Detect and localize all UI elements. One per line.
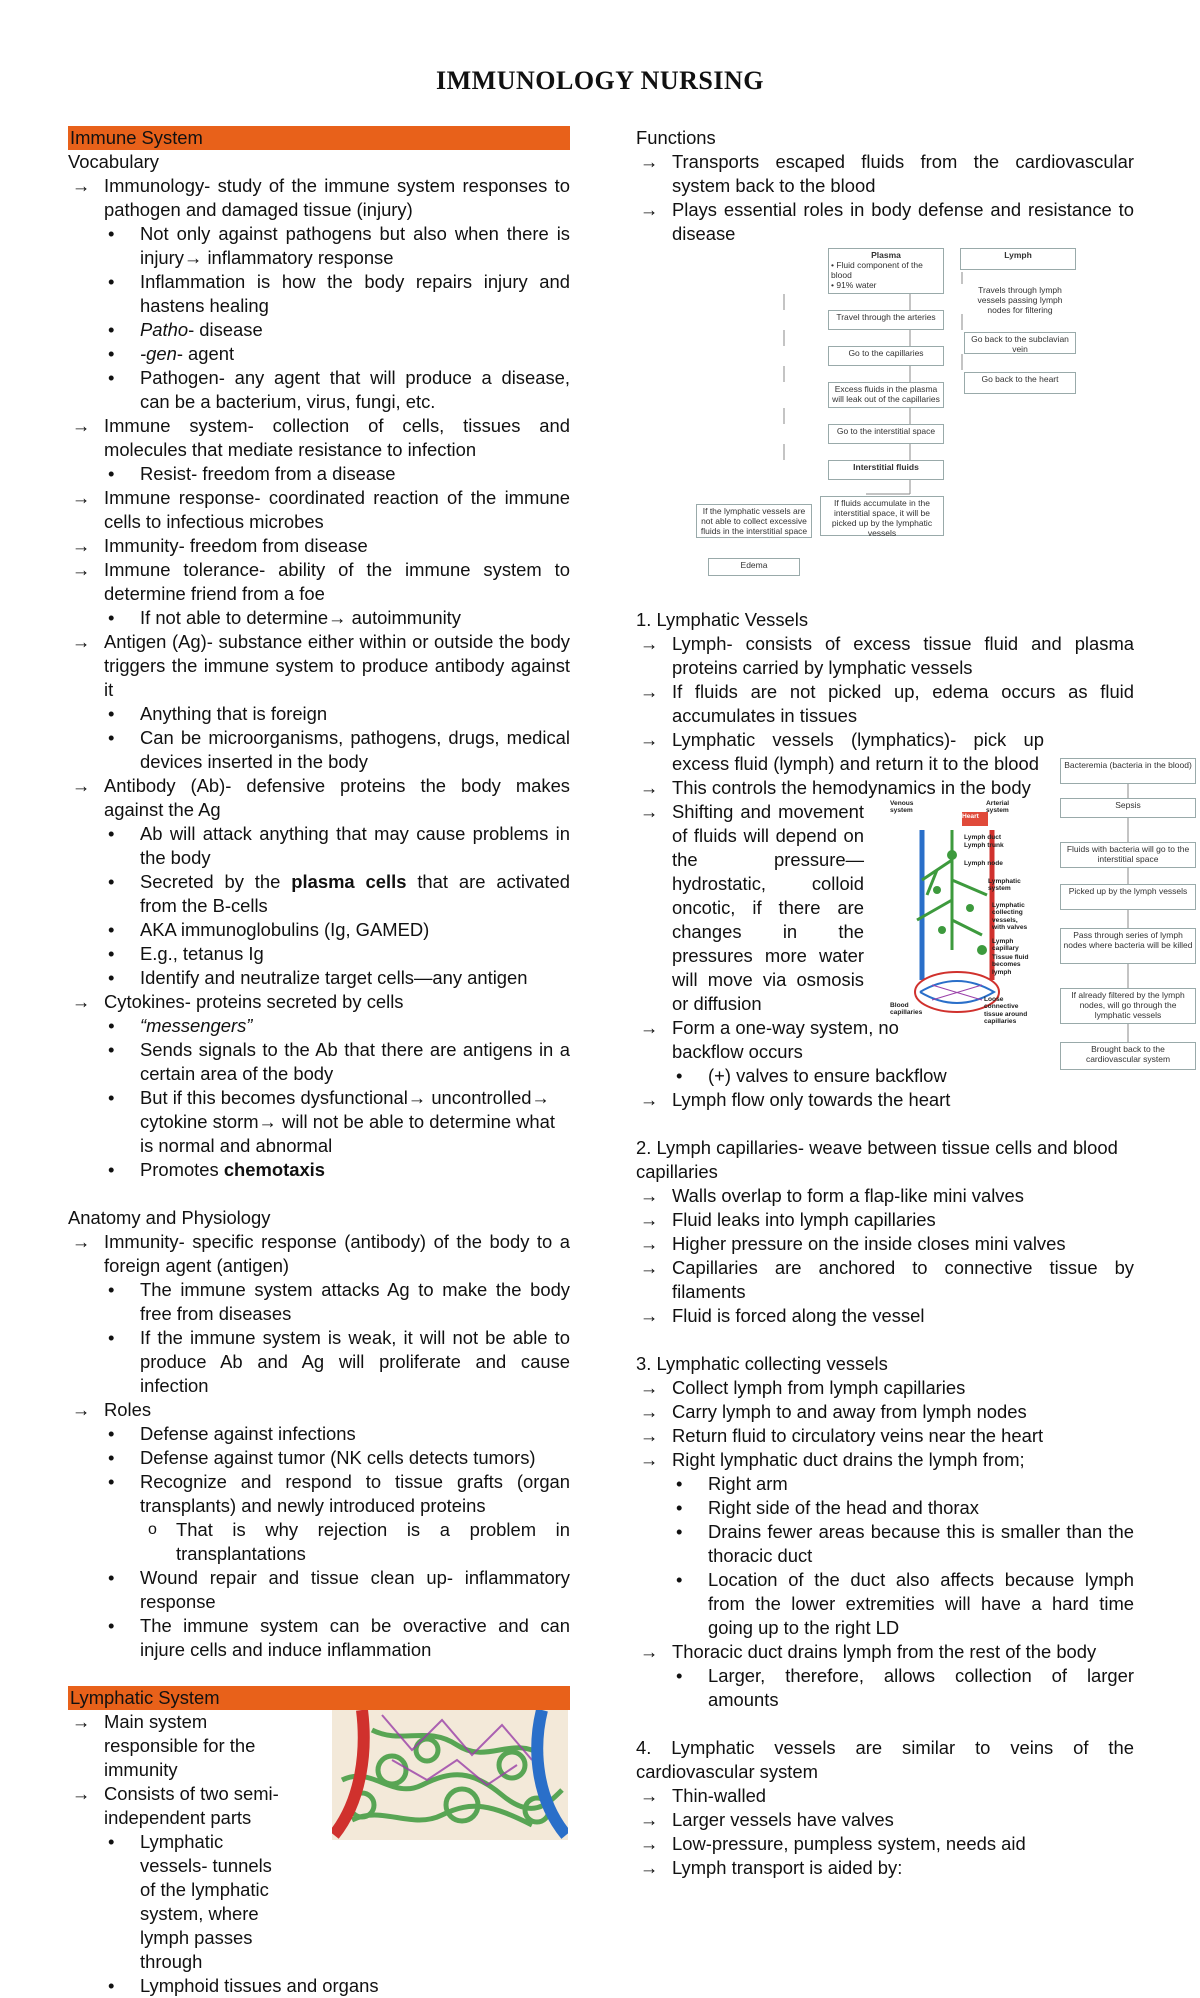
heading-similar-to-veins: 4. Lymphatic vessels are similar to veins of the cardiovascular system <box>636 1737 1134 1782</box>
list-item: → Larger vessels have valves <box>636 1808 1134 1832</box>
sepsis-box-2: Sepsis <box>1060 798 1196 818</box>
list-item: • But if this becomes dysfunctional→ uncontrolled→ cytokine storm→ will not be able to determine what is normal and abnormal <box>68 1086 570 1158</box>
right-column <box>636 126 1134 246</box>
text: Secreted by the <box>140 871 292 892</box>
list-item <box>68 342 570 366</box>
list-item: → Collect lymph from lymph capillaries <box>636 1376 1134 1400</box>
list-item: • Not only against pathogens but also when there is injury→ inflammatory response <box>68 222 570 270</box>
list-item: → Immune system- collection of cells, tissues and molecules that mediate resistance to infection <box>68 414 570 462</box>
list-item: → Lymph transport is aided by: <box>636 1856 1134 1880</box>
list-item: → Cytokines- proteins secreted by cells <box>68 990 570 1014</box>
list-item: • Defense against infections <box>68 1422 570 1446</box>
flow-box-lymph: Lymph <box>960 248 1076 270</box>
list-item: • The immune system can be overactive and can injure cells and induce inflammation <box>68 1614 570 1662</box>
list-item: → Fluid is forced along the vessel <box>636 1304 1134 1328</box>
heading-anatomy: Anatomy and Physiology <box>68 1207 271 1228</box>
bold-term: plasma cells <box>291 871 407 892</box>
flow-box-heart: Go back to the heart <box>964 372 1076 394</box>
label-arterial: Arterial system <box>986 800 1010 815</box>
list-item: → Right lymphatic duct drains the lymph from; <box>636 1448 1134 1472</box>
text: that are activated from the B-cells <box>140 871 570 916</box>
list-item: • (+) valves to ensure backflow <box>636 1064 1134 1088</box>
sepsis-box-4: Picked up by the lymph vessels <box>1060 884 1196 910</box>
list-item: → If fluids are not picked up, edema occurs as fluid accumulates in tissues <box>636 680 1134 728</box>
list-item: → Lymphatic vessels (lymphatics)- pick up excess fluid (lymph) and return it to the blood <box>636 728 1044 776</box>
label-venous: Venous system <box>890 800 914 815</box>
list-item: • “messengers” <box>68 1014 570 1038</box>
heading-vocabulary: Vocabulary <box>68 151 159 172</box>
sepsis-flowchart <box>1060 758 1196 1076</box>
list-item: → Antigen (Ag)- substance either within or outside the body triggers the immune system to produce antibody against it <box>68 630 570 702</box>
flow-box-interstitial-fluids: Interstitial fluids <box>828 460 944 480</box>
lymphatic-intro <box>68 1710 570 1998</box>
label-loose: Loose connective tissue around capillaries <box>984 996 1028 1026</box>
list-item: → Return fluid to circulatory veins near the heart <box>636 1424 1134 1448</box>
list-item <box>68 1158 570 1182</box>
list-item: • Right side of the head and thorax <box>636 1496 1134 1520</box>
list-item: • Lymphoid tissues and organs <box>68 1974 570 1998</box>
sepsis-box-6: If already filtered by the lymph nodes, will go through the lymphatic vessels <box>1060 988 1196 1024</box>
sepsis-box-3: Fluids with bacteria will go to the interstitial space <box>1060 842 1196 868</box>
flow-box-edema: Edema <box>708 558 800 576</box>
list-item: → Immunity- specific response (antibody) of the body to a foreign agent (antigen) <box>68 1230 570 1278</box>
heading-collecting-vessels: 3. Lymphatic collecting vessels <box>636 1353 888 1374</box>
flow-box-capillaries: Go to the capillaries <box>828 346 944 366</box>
list-item: • Right arm <box>636 1472 1134 1496</box>
sepsis-box-7: Brought back to the cardiovascular system <box>1060 1042 1196 1070</box>
list-item: • Ab will attack anything that may cause problems in the body <box>68 822 570 870</box>
fluid-flowchart <box>696 248 1076 588</box>
list-item: • Wound repair and tissue clean up- inflammatory response <box>68 1566 570 1614</box>
label-tissue-fluid: Tissue fluid becomes lymph <box>992 954 1029 976</box>
list-item: • Can be microorganisms, pathogens, drugs, medical devices inserted in the body <box>68 726 570 774</box>
label-collecting: Lymphatic collecting vessels, with valves <box>992 902 1028 932</box>
list-item: → Roles <box>68 1398 570 1422</box>
definition: - disease <box>188 319 263 340</box>
list-item: → Form a one-way system, no backflow occurs <box>636 1016 904 1064</box>
page-title: IMMUNOLOGY NURSING <box>436 66 764 95</box>
heading-lymphatic-vessels: 1. Lymphatic Vessels <box>636 609 809 630</box>
left-column <box>68 126 570 1998</box>
section-band-lymphatic-system: Lymphatic System <box>68 1686 570 1710</box>
sepsis-box-5: Pass through series of lymph nodes where bacteria will be killed <box>1060 928 1196 964</box>
list-item: → Thin-walled <box>636 1784 1134 1808</box>
list-item: → Low-pressure, pumpless system, needs aid <box>636 1832 1134 1856</box>
list-item: • Lymphatic vessels- tunnels of the lymphatic system, where lymph passes through <box>68 1830 288 1974</box>
list-item: • Inflammation is how the body repairs injury and hastens healing <box>68 270 570 318</box>
flow-box-interstitial-space: Go to the interstitial space <box>828 424 944 444</box>
list-item: → This controls the hemodynamics in the body <box>636 776 1084 800</box>
list-item: • Resist- freedom from a disease <box>68 462 570 486</box>
list-item: → Capillaries are anchored to connective tissue by filaments <box>636 1256 1134 1304</box>
bold-term: chemotaxis <box>223 1159 326 1180</box>
list-item <box>68 318 570 342</box>
list-item: → Carry lymph to and away from lymph nodes <box>636 1400 1134 1424</box>
list-item: • Defense against tumor (NK cells detects tumors) <box>68 1446 570 1470</box>
list-item: • Drains fewer areas because this is smaller than the thoracic duct <box>636 1520 1134 1568</box>
flow-box-accumulate: If fluids accumulate in the interstitial space, it will be picked up by the lymphatic vessels <box>820 496 944 536</box>
list-item: • Identify and neutralize target cells—any antigen <box>68 966 570 990</box>
list-item: → Immune tolerance- ability of the immune system to determine friend from a foe <box>68 558 570 606</box>
list-item: • Larger, therefore, allows collection of larger amounts <box>636 1664 1134 1712</box>
list-item: → Consists of two semi-independent parts <box>68 1782 280 1830</box>
label-lymph-duct: Lymph duct <box>964 834 1002 841</box>
list-item: • If not able to determine→ autoimmunity <box>68 606 570 630</box>
text: Promotes <box>140 1159 224 1180</box>
list-item: • Pathogen- any agent that will produce a disease, can be a bacterium, virus, fungi, etc. <box>68 366 570 414</box>
diagram-labels <box>888 798 1028 1024</box>
term: -gen <box>140 343 177 364</box>
flow-box-not-able: If the lymphatic vessels are not able to collect excessive fluids in the interstitial space <box>696 504 812 538</box>
definition: - agent <box>176 343 235 364</box>
list-item: • Recognize and respond to tissue grafts (organ transplants) and newly introduced proteins <box>68 1470 570 1518</box>
label-heart: Heart <box>962 813 979 820</box>
list-item: • The immune system attacks Ag to make the body free from diseases <box>68 1278 570 1326</box>
list-item: → Higher pressure on the inside closes mini valves <box>636 1232 1134 1256</box>
section-band-immune-system: Immune System <box>68 126 570 150</box>
list-item: → Thoracic duct drains lymph from the rest of the body <box>636 1640 1134 1664</box>
sepsis-box-1: Bacteremia (bacteria in the blood) <box>1060 758 1196 784</box>
flow-box-travels: Travels through lymph vessels passing lymph nodes for filtering <box>964 284 1076 316</box>
list-item: → Lymph- consists of excess tissue fluid and plasma proteins carried by lymphatic vessels <box>636 632 1134 680</box>
label-capillary: Lymph capillary <box>992 938 1019 953</box>
heading-functions: Functions <box>636 127 716 148</box>
heading-lymph-capillaries: 2. Lymph capillaries- weave between tissue cells and blood capillaries <box>636 1137 1118 1182</box>
list-item: → Fluid leaks into lymph capillaries <box>636 1208 1134 1232</box>
list-item: → Immunity- freedom from disease <box>68 534 570 558</box>
list-item: → Lymph flow only towards the heart <box>636 1088 1134 1112</box>
list-item: • Location of the duct also affects because lymph from the lower extremities will have a hard time going up to the right LD <box>636 1568 1134 1640</box>
list-item: • Sends signals to the Ab that there are antigens in a certain area of the body <box>68 1038 570 1086</box>
list-item: → Main system responsible for the immunity <box>68 1710 280 1782</box>
list-item: • E.g., tetanus Ig <box>68 942 570 966</box>
list-item: o That is why rejection is a problem in transplantations <box>68 1518 570 1566</box>
label-lymph-trunk: Lymph trunk <box>964 842 1004 849</box>
list-item: → Immune response- coordinated reaction of the immune cells to infectious microbes <box>68 486 570 534</box>
list-item: • AKA immunoglobulins (Ig, GAMED) <box>68 918 570 942</box>
list-item: → Walls overlap to form a flap-like mini valves <box>636 1184 1134 1208</box>
flow-box-subclavian: Go back to the subclavian vein <box>964 332 1076 354</box>
lymph-capillary-illustration <box>332 1710 568 1840</box>
label-lymph-node: Lymph node <box>964 860 1003 867</box>
list-item: • If the immune system is weak, it will not be able to produce Ab and Ag will proliferate and cause infection <box>68 1326 570 1398</box>
list-item: → Antibody (Ab)- defensive proteins the body makes against the Ag <box>68 774 570 822</box>
list-item: → Shifting and movement of fluids will depend on the pressure—hydrostatic, colloid oncotic, if there are changes in the pressures more water will move via osmosis or diffusion <box>636 800 864 1016</box>
list-item: • Anything that is foreign <box>68 702 570 726</box>
term: Patho <box>140 319 189 340</box>
list-item: → Transports escaped fluids from the cardiovascular system back to the blood <box>636 150 1134 198</box>
label-lymphatic-system: Lymphatic system <box>988 878 1021 893</box>
list-item <box>68 870 570 918</box>
flow-box-plasma: Plasma • Fluid component of the blood • 91% water <box>828 248 944 294</box>
flow-box-excess: Excess fluids in the plasma will leak out of the capillaries <box>828 382 944 408</box>
flow-box-arteries: Travel through the arteries <box>828 310 944 330</box>
label-blood-caps: Blood capillaries <box>890 1002 923 1017</box>
list-item: → Plays essential roles in body defense and resistance to disease <box>636 198 1134 246</box>
list-item: → Immunology- study of the immune system responses to pathogen and damaged tissue (injury) <box>68 174 570 222</box>
